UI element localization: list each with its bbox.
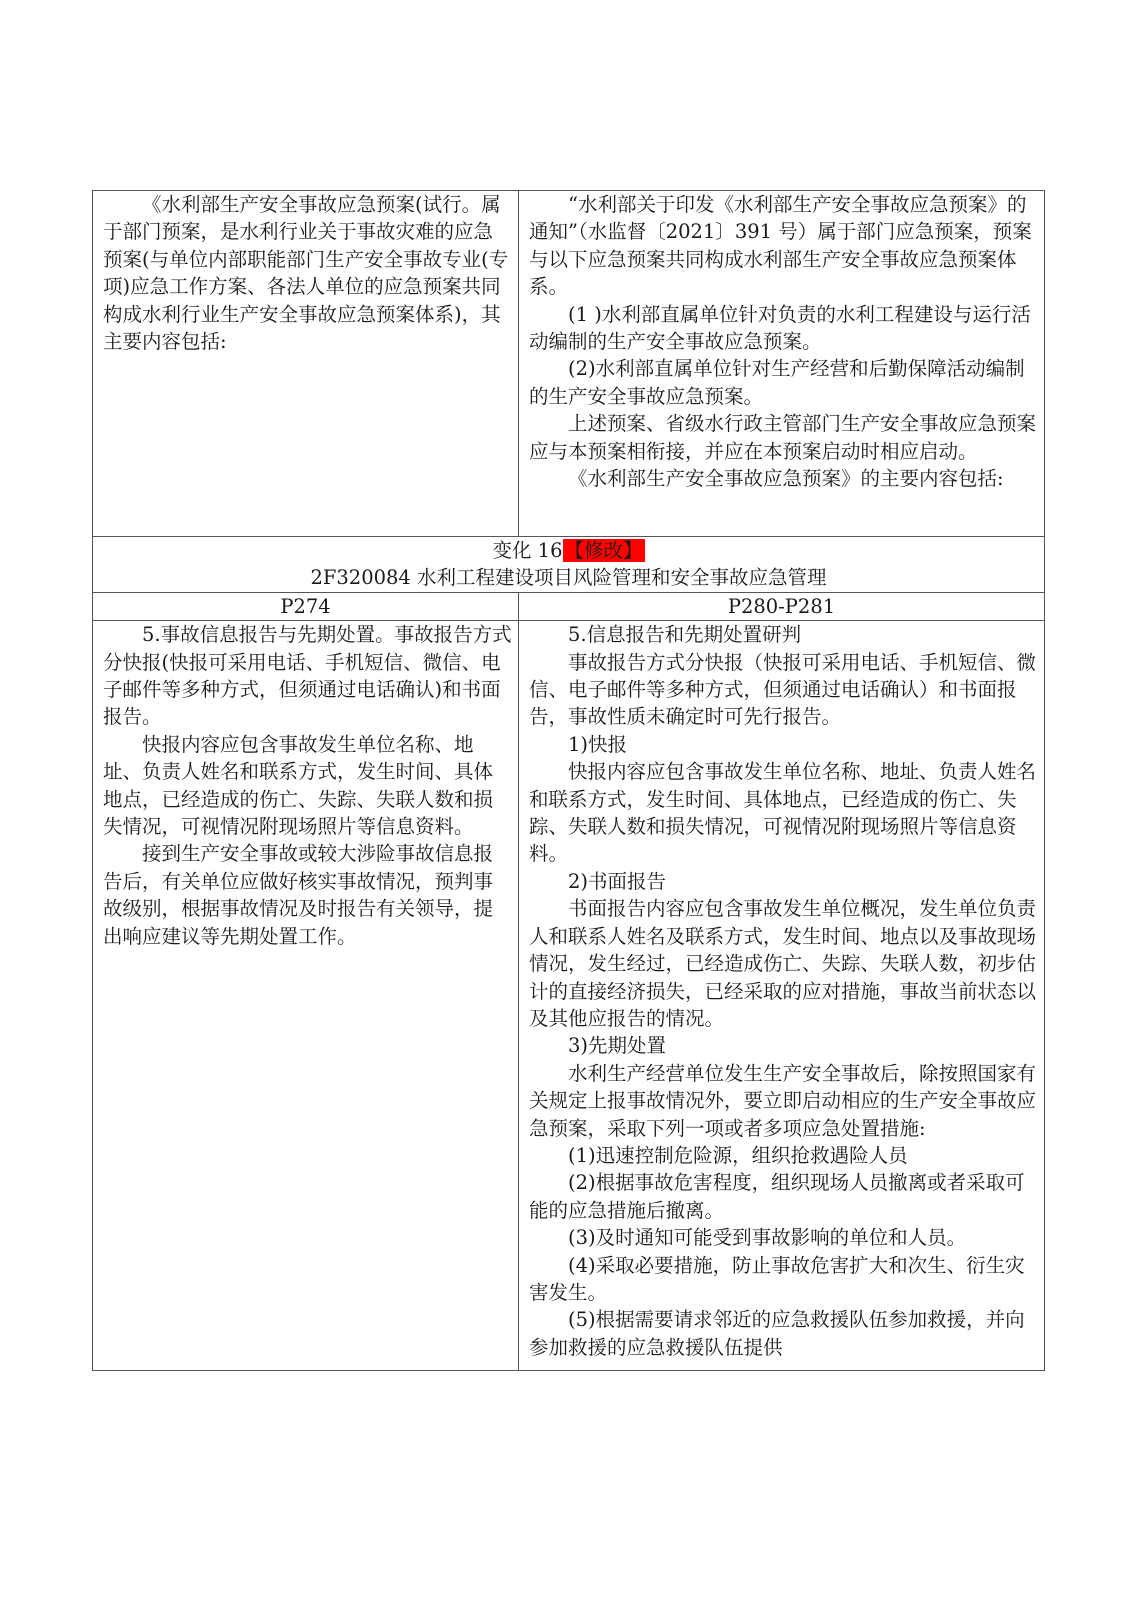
paragraph: (2)水利部直属单位针对生产经营和后勤保障活动编制的生产安全事故应急预案。: [529, 357, 1025, 408]
new-page-ref: P280-P281: [519, 592, 1045, 620]
old-text-cell: [93, 191, 519, 537]
paragraph: 上述预案、省级水行政主管部门生产安全事故应急预案应与本预案相衔接，并应在本预案启动时相应启动。: [529, 412, 1037, 463]
change-label: 变化 16: [492, 539, 563, 562]
comparison-table: [92, 190, 1045, 1371]
paragraph: 《水利部生产安全事故应急预案》的主要内容包括:: [568, 467, 1004, 491]
change-header-row: [93, 537, 1045, 593]
section-title: 2F320084 水利工程建设项目风险管理和安全事故应急管理: [310, 566, 827, 590]
paragraph: (1)迅速控制危险源，组织抢救遇险人员: [568, 1143, 908, 1167]
new-text-cell: [519, 191, 1045, 537]
paragraph: 1)快报: [568, 732, 628, 756]
paragraph: “水利部关于印发《水利部生产安全事故应急预案》的通知”（水监督〔2021〕391 号）属于部门应急预案，预案与以下应急预案共同构成水利部生产安全事故应急预案体系。: [529, 193, 1032, 299]
paragraph: (3)及时通知可能受到事故影响的单位和人员。: [568, 1226, 967, 1250]
paragraph: (1 )水利部直属单位针对负责的水利工程建设与运行活动编制的生产安全事故应急预案。: [529, 302, 1031, 354]
table-row: [93, 621, 1045, 1371]
change-title: [97, 537, 1040, 564]
paragraph: 快报内容应包含事故发生单位名称、地址、负责人姓名和联系方式，发生时间、具体地点，已经造成的伤亡、失踪、失联人数和损失情况，可视情况附现场照片等信息资料。: [103, 732, 494, 839]
new-text-cell: [519, 621, 1045, 1371]
paragraph: 2)书面报告: [568, 869, 667, 893]
paragraph: (5)根据需要请求邻近的应急救援队伍参加救援，并向参加救援的应急救援队伍提供: [529, 1308, 1025, 1359]
paragraph: (4)采取必要措施，防止事故危害扩大和次生、衍生灾害发生。: [529, 1253, 1025, 1304]
table-row: [93, 191, 1045, 537]
paragraph: (2)根据事故危害程度，组织现场人员撤离或者采取可能的应急措施后撤离。: [529, 1171, 1025, 1222]
paragraph: 3)先期处置: [568, 1034, 667, 1058]
paragraph: 水利生产经营单位发生生产安全事故后，除按照国家有关规定上报事故情况外，要立即启动相应的生产安全事故应急预案，采取下列一项或者多项应急处置措施:: [529, 1061, 1037, 1140]
change-header-cell: [93, 537, 1045, 593]
paragraph: 5.信息报告和先期处置研判: [568, 623, 802, 647]
change-tag: 【修改】: [564, 539, 643, 562]
paragraph: 《水利部生产安全事故应急预案(试行。属于部门预案，是水利行业关于事故灾难的应急预案(与单位内部职能部门生产安全事故专业(专项)应急工作方案、各法人单位的应急预案共同构成水利行业生产安全事故应急预案体系)，其主要内容包括:: [103, 193, 509, 354]
paragraph: 快报内容应包含事故发生单位名称、地址、负责人姓名和联系方式，发生时间、具体地点，已经造成的伤亡、失踪、失联人数和损失情况，可视情况附现场照片等信息资料。: [529, 760, 1037, 866]
paragraph: 书面报告内容应包含事故发生单位概况，发生单位负责人和联系人姓名及联系方式，发生时间、地点以及事故现场情况，发生经过，已经造成伤亡、失踪、失联人数，初步估计的直接经济损失，已经采取的应对措施，事故当前状态以及其他应报告的情况。: [529, 897, 1037, 1030]
paragraph: 接到生产安全事故或较大涉险事故信息报告后，有关单位应做好核实事故情况，预判事故级别，根据事故情况及时报告有关领导，提出响应建议等先期处置工作。: [103, 842, 494, 948]
page-ref-row: [93, 592, 1045, 620]
old-page-ref: P274: [93, 592, 519, 620]
paragraph: 5.事故信息报告与先期处置。事故报告方式分快报(快报可采用电话、手机短信、微信、电子邮件等多种方式，但须通过电话确认)和书面报告。: [103, 623, 512, 729]
comparison-document: [92, 190, 1044, 1371]
paragraph: 事故报告方式分快报（快报可采用电话、手机短信、微信、电子邮件等多种方式，但须通过电话确认）和书面报告，事故性质未确定时可先行报告。: [529, 650, 1037, 729]
old-text-cell: [93, 621, 519, 1371]
